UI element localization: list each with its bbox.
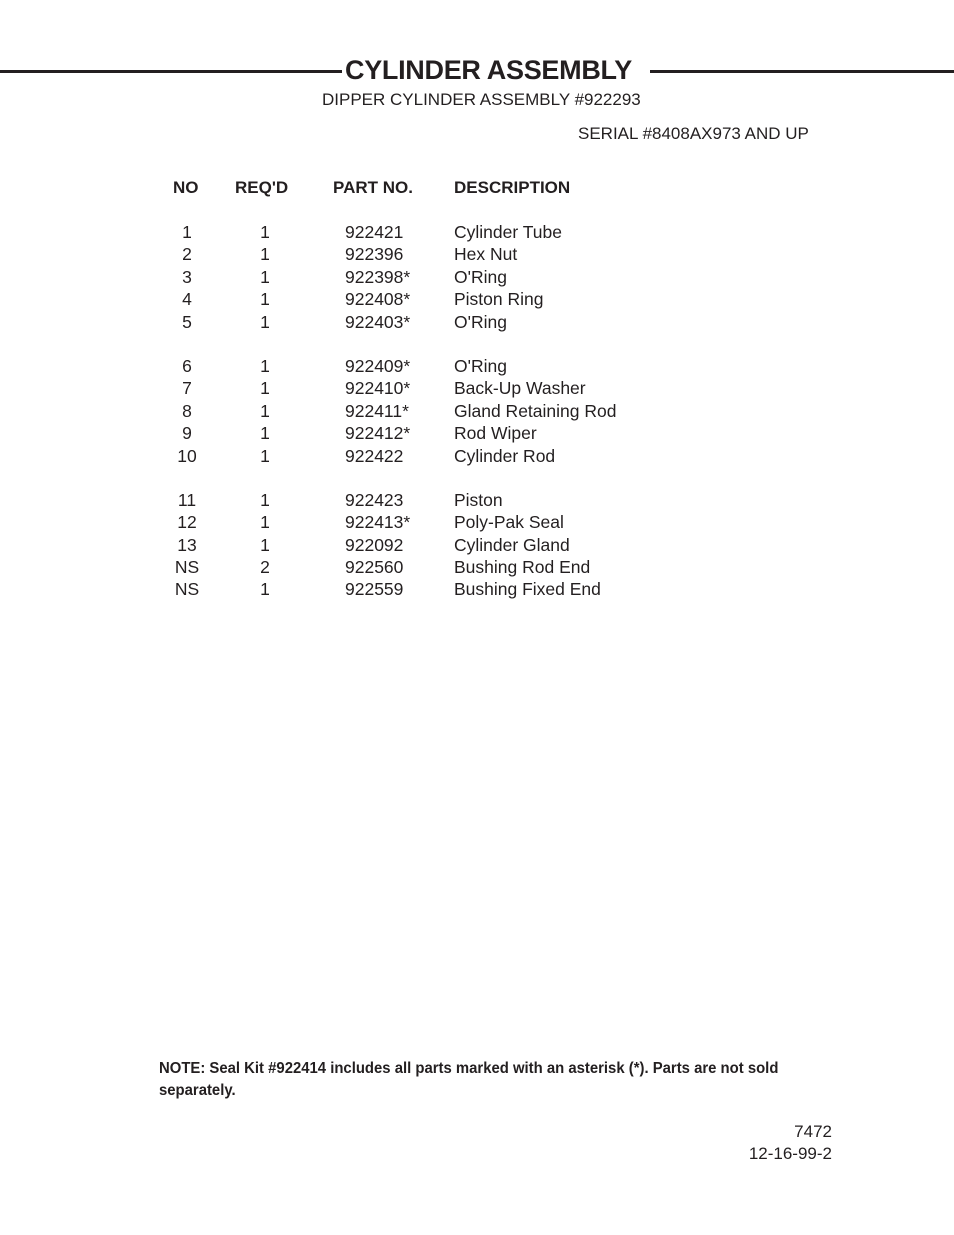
part-description: Cylinder Tube [454,222,562,242]
part-number: 922423 [345,489,404,510]
part-description: Poly-Pak Seal [454,512,564,533]
item-no: 3 [182,266,192,287]
item-no: 8 [182,400,192,421]
part-number: 922422 [345,445,404,466]
page-title: CYLINDER ASSEMBLY [345,55,632,85]
part-number: 922411* [345,400,409,421]
part-number: 922396 [345,244,404,265]
part-number: 922560 [345,557,404,578]
part-description: O'Ring [454,266,507,287]
table-row [0,267,954,289]
qty-required: 1 [260,445,270,466]
part-description: O'Ring [454,311,507,332]
seal-kit-note: NOTE: Seal Kit #922414 includes all parts marked with an asterisk (*). Parts are not sold separately. [159,1060,779,1099]
part-description: Bushing Rod End [454,557,591,578]
qty-required: 1 [260,311,270,332]
table-row [0,356,954,378]
assembly-subtitle: DIPPER CYLINDER ASSEMBLY #922293 [322,90,641,109]
part-description: Cylinder Rod [454,445,556,466]
date-code: 12-16-99-2 [748,1144,832,1163]
column-header-reqd: REQ'D [235,178,289,197]
part-number: 922413* [345,512,411,533]
table-row [0,490,954,512]
title-rule-left [0,70,342,73]
part-description: Cylinder Gland [454,534,570,555]
item-no: 9 [182,423,192,444]
qty-required: 1 [260,512,270,533]
qty-required: 1 [260,400,270,421]
part-number: 922412* [345,423,411,444]
column-header-no: NO [173,178,199,197]
title-rule-right [650,70,954,73]
parts-table [0,222,954,624]
part-number: 922403* [345,311,411,332]
item-no: 12 [177,512,197,533]
row-group [0,356,954,468]
part-number: 922559 [345,579,404,600]
item-no: NS [174,579,200,600]
part-description: Back-Up Washer [454,378,586,399]
serial-range: SERIAL #8408AX973 AND UP [578,124,809,143]
row-group [0,222,954,334]
qty-required: 1 [260,489,270,510]
table-row [0,446,954,468]
qty-required: 1 [260,534,270,555]
qty-required: 1 [260,423,270,444]
item-no: 11 [177,489,197,510]
table-row [0,512,954,534]
item-no: 4 [182,289,192,310]
part-description: Piston Ring [454,289,544,310]
item-no: 5 [182,311,192,332]
table-row [0,378,954,400]
table-row [0,401,954,423]
qty-required: 1 [260,355,270,376]
item-no: NS [174,557,200,578]
row-group [0,490,954,602]
item-no: 7 [182,378,192,399]
part-number: 922092 [345,534,404,555]
item-no: 1 [182,222,192,242]
table-row [0,423,954,445]
table-row [0,289,954,311]
item-no: 2 [182,244,192,265]
table-row [0,557,954,579]
qty-required: 1 [260,289,270,310]
part-description: Gland Retaining Rod [454,400,617,421]
part-description: Rod Wiper [454,423,537,444]
item-no: 10 [177,445,197,466]
qty-required: 1 [260,244,270,265]
part-description: Hex Nut [454,244,518,265]
part-number: 922409* [345,355,411,376]
part-number: 922398* [345,266,411,287]
table-row [0,244,954,266]
item-no: 6 [182,355,192,376]
column-header-part-no: PART NO. [333,178,413,197]
item-no: 13 [177,534,197,555]
part-description: Piston [454,489,503,510]
qty-required: 1 [260,378,270,399]
qty-required: 2 [260,557,270,578]
qty-required: 1 [260,266,270,287]
part-number: 922408* [345,289,411,310]
qty-required: 1 [260,222,270,242]
part-number: 922421 [345,222,404,242]
table-row [0,535,954,557]
table-row [0,312,954,334]
qty-required: 1 [260,579,270,600]
column-header-description: DESCRIPTION [454,178,571,197]
part-number: 922410* [345,378,411,399]
page-code: 7472 [794,1122,832,1141]
table-row [0,222,954,244]
part-description: Bushing Fixed End [454,579,601,600]
part-description: O'Ring [454,355,507,376]
table-row [0,579,954,601]
